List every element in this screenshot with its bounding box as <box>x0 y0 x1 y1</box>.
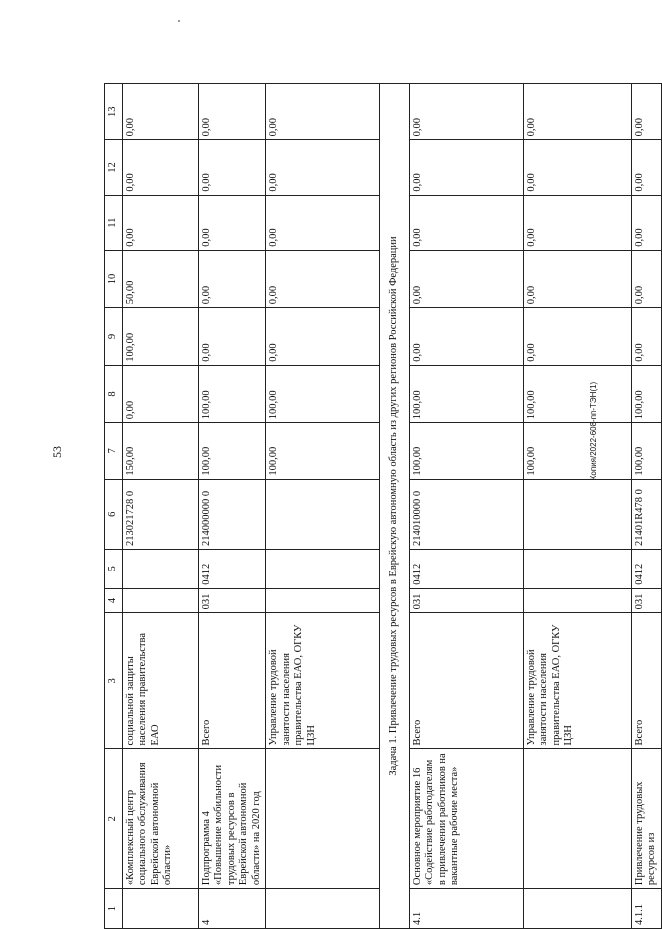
cell-col-13: 0,00 <box>631 84 661 140</box>
cell-col-11: 0,00 <box>122 195 198 250</box>
rotated-table-block <box>104 83 657 929</box>
header-cell-7: 7 <box>105 423 123 479</box>
cell-col-8: 0,00 <box>122 365 198 423</box>
cell-col-7: 100,00 <box>523 423 631 479</box>
cell-col-10: 0,00 <box>198 250 266 308</box>
header-cell-11: 11 <box>105 195 123 250</box>
cell-col-1 <box>266 889 380 929</box>
cell-col-5 <box>523 549 631 588</box>
header-cell-9: 9 <box>105 308 123 366</box>
cell-col-4: 031 <box>198 588 266 613</box>
cell-col-6: 214010000 0 <box>409 479 523 549</box>
cell-col-4 <box>266 588 380 613</box>
header-cell-10: 10 <box>105 250 123 308</box>
cell-col-2 <box>266 749 380 889</box>
cell-col-12: 0,00 <box>409 140 523 195</box>
cell-col-2: Подпрограмма 4 «Повышение мобильности трудовых ресурсов в Еврейской автономной области» на 2020 год <box>198 749 266 889</box>
cell-col-3: Всего <box>198 613 266 749</box>
cell-col-5: 0412 <box>409 549 523 588</box>
header-cell-2: 2 <box>105 749 123 889</box>
task-title: Задача 1. Привлечение трудовых ресурсов в Еврейскую автономную область из других регионов Российской Федерации <box>380 84 410 929</box>
header-cell-3: 3 <box>105 613 123 749</box>
scan-dot <box>178 20 180 22</box>
header-cell-4: 4 <box>105 588 123 613</box>
cell-col-12: 0,00 <box>122 140 198 195</box>
cell-col-9: 100,00 <box>122 308 198 366</box>
cell-col-12: 0,00 <box>266 140 380 195</box>
cell-col-5: 0412 <box>631 549 661 588</box>
cell-col-8: 100,00 <box>409 365 523 423</box>
cell-col-6: 213021728 0 <box>122 479 198 549</box>
cell-col-11: 0,00 <box>409 195 523 250</box>
cell-col-1: 4.1.1 <box>631 889 661 929</box>
page-number: 53 <box>50 446 64 458</box>
cell-col-2: Основное мероприятие 16 «Содействие работодателям в привлечении работников на вакантные рабочие места» <box>409 749 523 889</box>
cell-col-5 <box>266 549 380 588</box>
cell-col-9: 0,00 <box>409 308 523 366</box>
table-row <box>409 84 523 929</box>
cell-col-11: 0,00 <box>266 195 380 250</box>
cell-col-3: Всего <box>409 613 523 749</box>
cell-col-4 <box>122 588 198 613</box>
cell-col-6: 214000000 0 <box>198 479 266 549</box>
header-cell-12: 12 <box>105 140 123 195</box>
table-row <box>523 84 631 929</box>
cell-col-4: 031 <box>409 588 523 613</box>
header-cell-5: 5 <box>105 549 123 588</box>
cell-col-10: 0,00 <box>631 250 661 308</box>
cell-col-13: 0,00 <box>266 84 380 140</box>
cell-col-5 <box>122 549 198 588</box>
cell-col-7: 150,00 <box>122 423 198 479</box>
cell-col-9: 0,00 <box>631 308 661 366</box>
cell-col-2: Привлечение трудовых ресурсов из <box>631 749 661 889</box>
cell-col-12: 0,00 <box>631 140 661 195</box>
cell-col-6 <box>523 479 631 549</box>
cell-col-11: 0,00 <box>198 195 266 250</box>
cell-col-5: 0412 <box>198 549 266 588</box>
cell-col-7: 100,00 <box>631 423 661 479</box>
cell-col-2: «Комплексный центр социального обслуживания Еврейской автономной области» <box>122 749 198 889</box>
cell-col-13: 0,00 <box>523 84 631 140</box>
cell-col-1 <box>122 889 198 929</box>
cell-col-7: 100,00 <box>409 423 523 479</box>
cell-col-8: 100,00 <box>631 365 661 423</box>
cell-col-4: 031 <box>631 588 661 613</box>
cell-col-3: Управление трудовой занятости населения правительства ЕАО, ОГКУ ЦЗН <box>523 613 631 749</box>
header-row <box>105 84 123 929</box>
table-row <box>198 84 266 929</box>
cell-col-3: Управление трудовой занятости населения правительства ЕАО, ОГКУ ЦЗН <box>266 613 380 749</box>
cell-col-13: 0,00 <box>409 84 523 140</box>
cell-col-13: 0,00 <box>198 84 266 140</box>
task-row <box>380 84 410 929</box>
cell-col-9: 0,00 <box>266 308 380 366</box>
cell-col-10: 50,00 <box>122 250 198 308</box>
cell-col-11: 0,00 <box>631 195 661 250</box>
cell-col-7: 100,00 <box>198 423 266 479</box>
cell-col-2 <box>523 749 631 889</box>
table-row <box>266 84 380 929</box>
cell-col-7: 100,00 <box>266 423 380 479</box>
cell-col-9: 0,00 <box>198 308 266 366</box>
table-row <box>122 84 198 929</box>
budget-table <box>104 83 662 929</box>
cell-col-8: 100,00 <box>523 365 631 423</box>
header-cell-8: 8 <box>105 365 123 423</box>
cell-col-1: 4 <box>198 889 266 929</box>
header-cell-6: 6 <box>105 479 123 549</box>
cell-col-4 <box>523 588 631 613</box>
cell-col-1: 4.1 <box>409 889 523 929</box>
cell-col-10: 0,00 <box>523 250 631 308</box>
document-stamp: Копия/2022-608-пп-ТЭН(1) <box>589 381 598 481</box>
cell-col-6 <box>266 479 380 549</box>
cell-col-12: 0,00 <box>523 140 631 195</box>
cell-col-3: социальной защиты населения правительства ЕАО <box>122 613 198 749</box>
cell-col-3: Всего <box>631 613 661 749</box>
cell-col-8: 100,00 <box>198 365 266 423</box>
header-cell-1: 1 <box>105 889 123 929</box>
cell-col-13: 0,00 <box>122 84 198 140</box>
table-row <box>631 84 661 929</box>
cell-col-9: 0,00 <box>523 308 631 366</box>
cell-col-10: 0,00 <box>266 250 380 308</box>
cell-col-6: 21401R478 0 <box>631 479 661 549</box>
cell-col-11: 0,00 <box>523 195 631 250</box>
cell-col-8: 100,00 <box>266 365 380 423</box>
cell-col-1 <box>523 889 631 929</box>
header-cell-13: 13 <box>105 84 123 140</box>
cell-col-10: 0,00 <box>409 250 523 308</box>
cell-col-12: 0,00 <box>198 140 266 195</box>
